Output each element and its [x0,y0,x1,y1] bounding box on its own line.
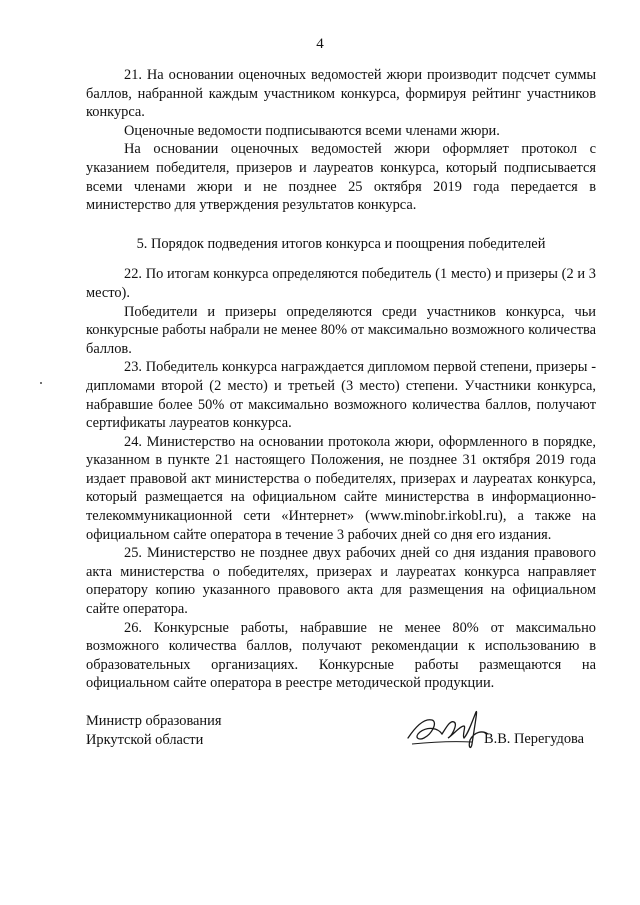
section-title: 5. Порядок подведения итогов конкурса и поощрения победителей [136,235,546,252]
paragraph-24: 24. Министерство на основании протокола жюри, оформленного в порядке, указанном в пункте 21 настоящего Положения, не позднее 31 октября 2019 года издает правовой акт министерства о победителях, призерах и лауреатах конкурса, который размещается на официальном сайте министерства в информационно-телекоммуникационной сети «Интернет» (www.minobr.irkobl.ru), а также на официальном сайте оператора в течение 3 рабочих дней со дня его издания. [86,433,596,543]
paragraph-21-protocol: На основании оценочных ведомостей жюри оформляет протокол с указанием победителя, призеров и лауреатов конкурса, который подписывается всеми членами жюри и не позднее 25 октября 2019 года передается в министерство для утверждения результатов конкурса. [86,141,596,214]
signature-block [86,712,596,749]
scan-speck [40,382,42,384]
page-number: 4 [316,36,324,52]
handwritten-signature [402,704,492,754]
paragraph-25: 25. Министерство не позднее двух рабочих дней со дня издания правового акта министерства о победителях, призерах и лауреатах конкурса направляет оператору копию указанного правового акта для размещения на официальном сайте оператора. [86,545,596,618]
paragraph-21-signing: Оценочные ведомости подписываются всеми членами жюри. [124,122,500,139]
signatory-name: В.В. Перегудова [484,731,585,747]
paragraph-23: 23. Победитель конкурса награждается дипломом первой степени, призеры - дипломами второй (2 место) и третьей (3 место) степени. Участники конкурса, набравшие более 50% от максимально возможного количества баллов, получают сертификаты лауреатов конкурса. [86,359,596,432]
signatory-title-line1: Министр образования [86,713,222,729]
signatory-title-line2: Иркутской области [86,731,204,748]
paragraph-26: 26. Конкурсные работы, набравшие не менее 80% от максимально возможного количества баллов, получают рекомендации к использованию в образовательных организациях. Конкурсные работы размещаются на официальном сайте оператора в реестре методической продукции. [86,619,596,692]
document-body [86,66,596,693]
paragraph-21: 21. На основании оценочных ведомостей жюри производит подсчет суммы баллов, набранной каждым участником конкурса, формируя рейтинг участников конкурса. [86,67,596,121]
paragraph-22: 22. По итогам конкурса определяются победитель (1 место) и призеры (2 и 3 место). [86,266,596,301]
paragraph-22-winners: Победители и призеры определяются среди участников конкурса, чьи конкурсные работы набрали не менее 80% от максимально возможного количества баллов. [86,303,596,357]
